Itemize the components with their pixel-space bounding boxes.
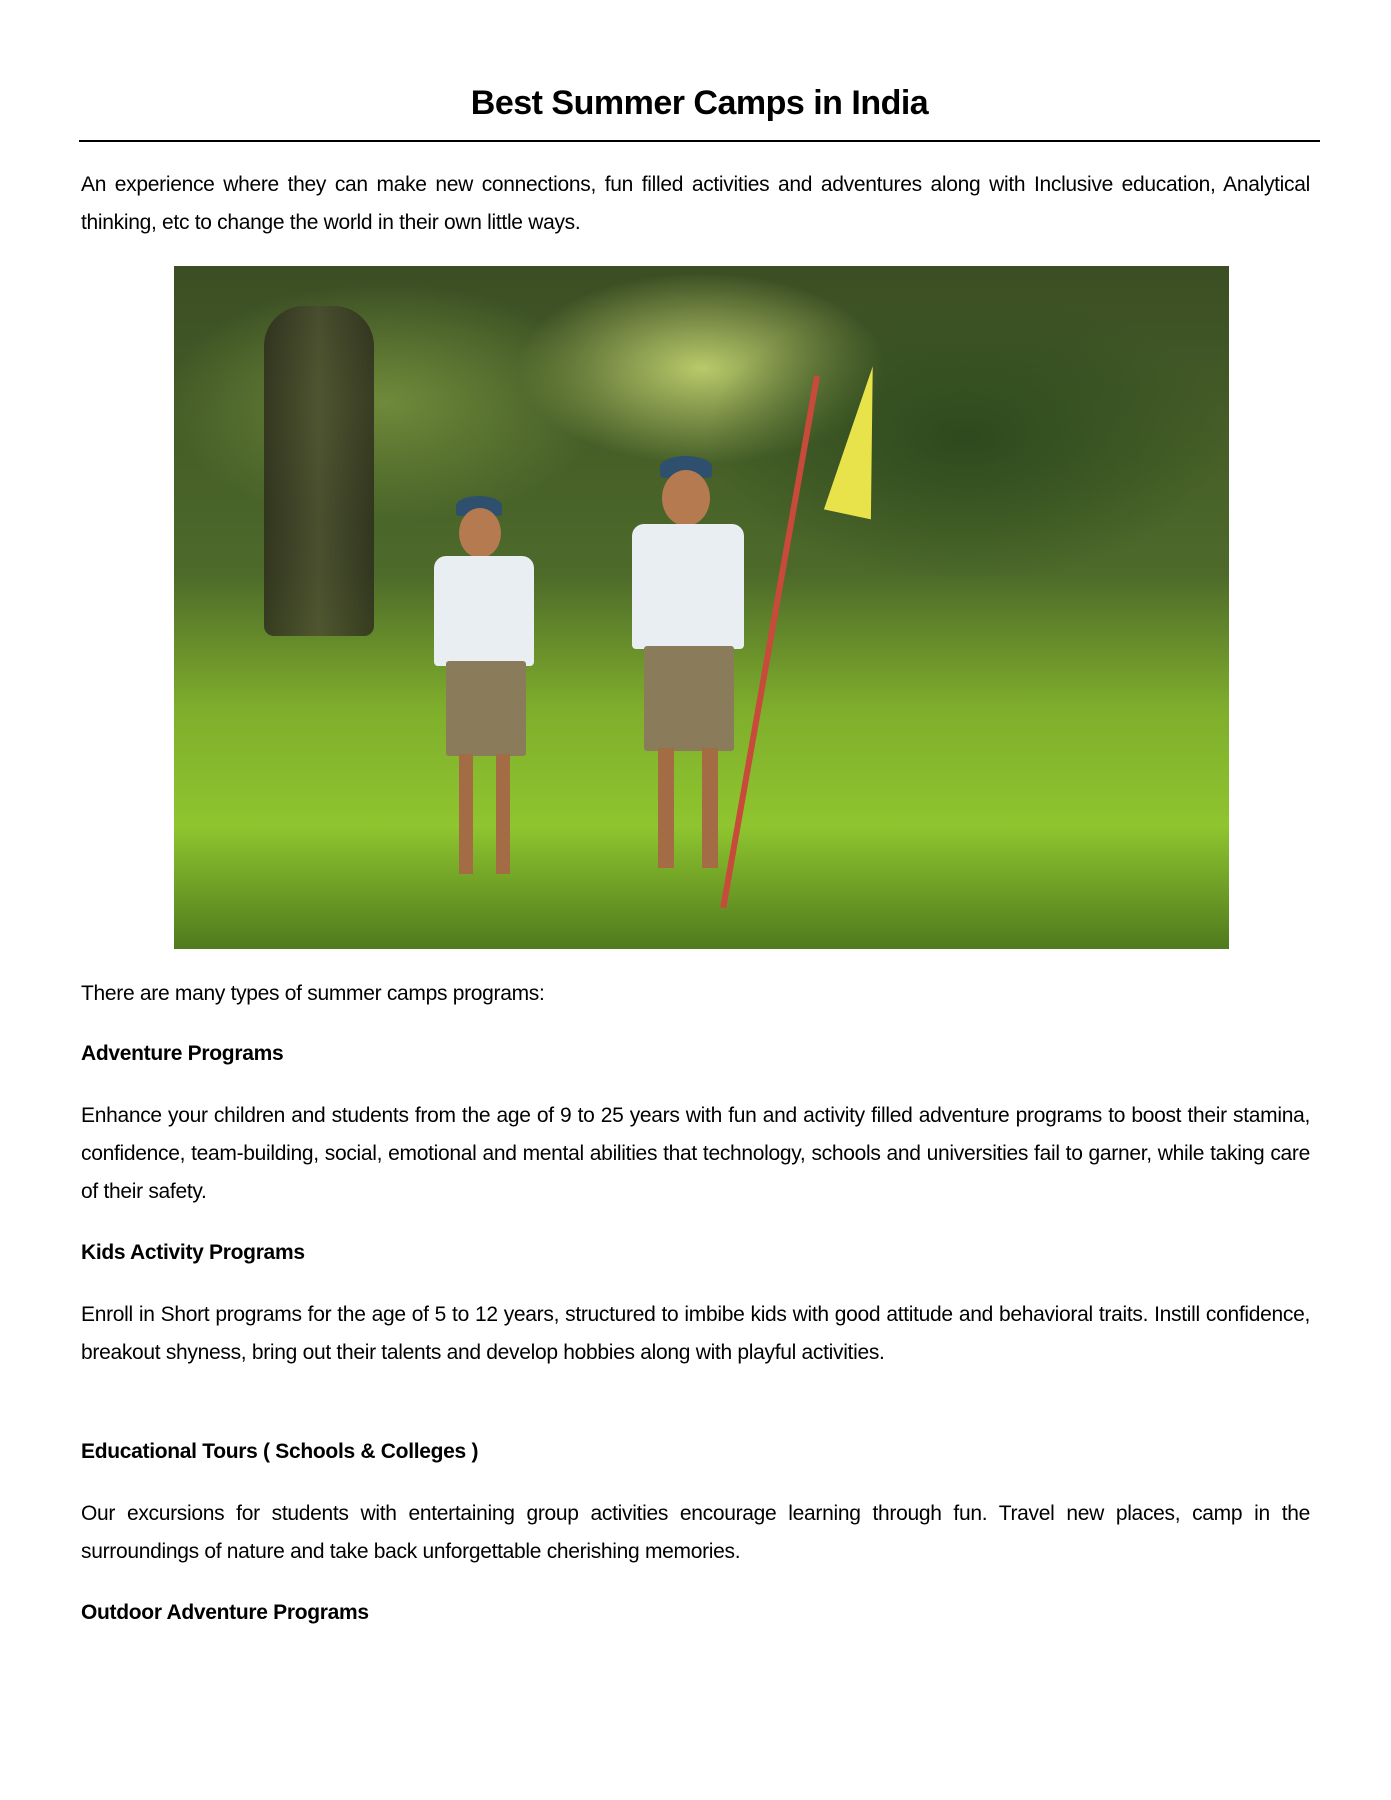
section-heading: Adventure Programs xyxy=(81,1042,284,1065)
intro-paragraph: An experience where they can make new connections, fun filled activities and adventures along with Inclusive education, Analytical thinking, etc to change the world in their own little ways. xyxy=(81,173,1310,234)
programs-lead: There are many types of summer camps programs: xyxy=(81,982,545,1005)
section-body: Enroll in Short programs for the age of 5 to 12 years, structured to imbibe kids with good attitude and behavioral traits. Instill confidence, breakout shyness, bring out their talents and develop hobbies along with playful activities. xyxy=(81,1303,1310,1364)
section-heading: Kids Activity Programs xyxy=(81,1241,305,1264)
scouts-saluting-photo xyxy=(174,266,1229,949)
title-divider xyxy=(79,140,1320,142)
page-title: Best Summer Camps in India xyxy=(470,84,929,122)
section-body: Our excursions for students with entertaining group activities encourage learning through fun. Travel new places, camp in the surroundings of nature and take back unforgettable cherishing memories. xyxy=(81,1502,1310,1563)
section-heading: Outdoor Adventure Programs xyxy=(81,1601,369,1624)
yellow-flag xyxy=(824,363,902,520)
tree-trunk xyxy=(264,306,374,636)
section-body: Enhance your children and students from the age of 9 to 25 years with fun and activity filled adventure programs to boost their stamina, confidence, team-building, social, emotional and mental abilities that technology, schools and universities fail to garner, while taking care of their safety. xyxy=(81,1104,1310,1203)
section-heading: Educational Tours ( Schools & Colleges ) xyxy=(81,1440,479,1463)
